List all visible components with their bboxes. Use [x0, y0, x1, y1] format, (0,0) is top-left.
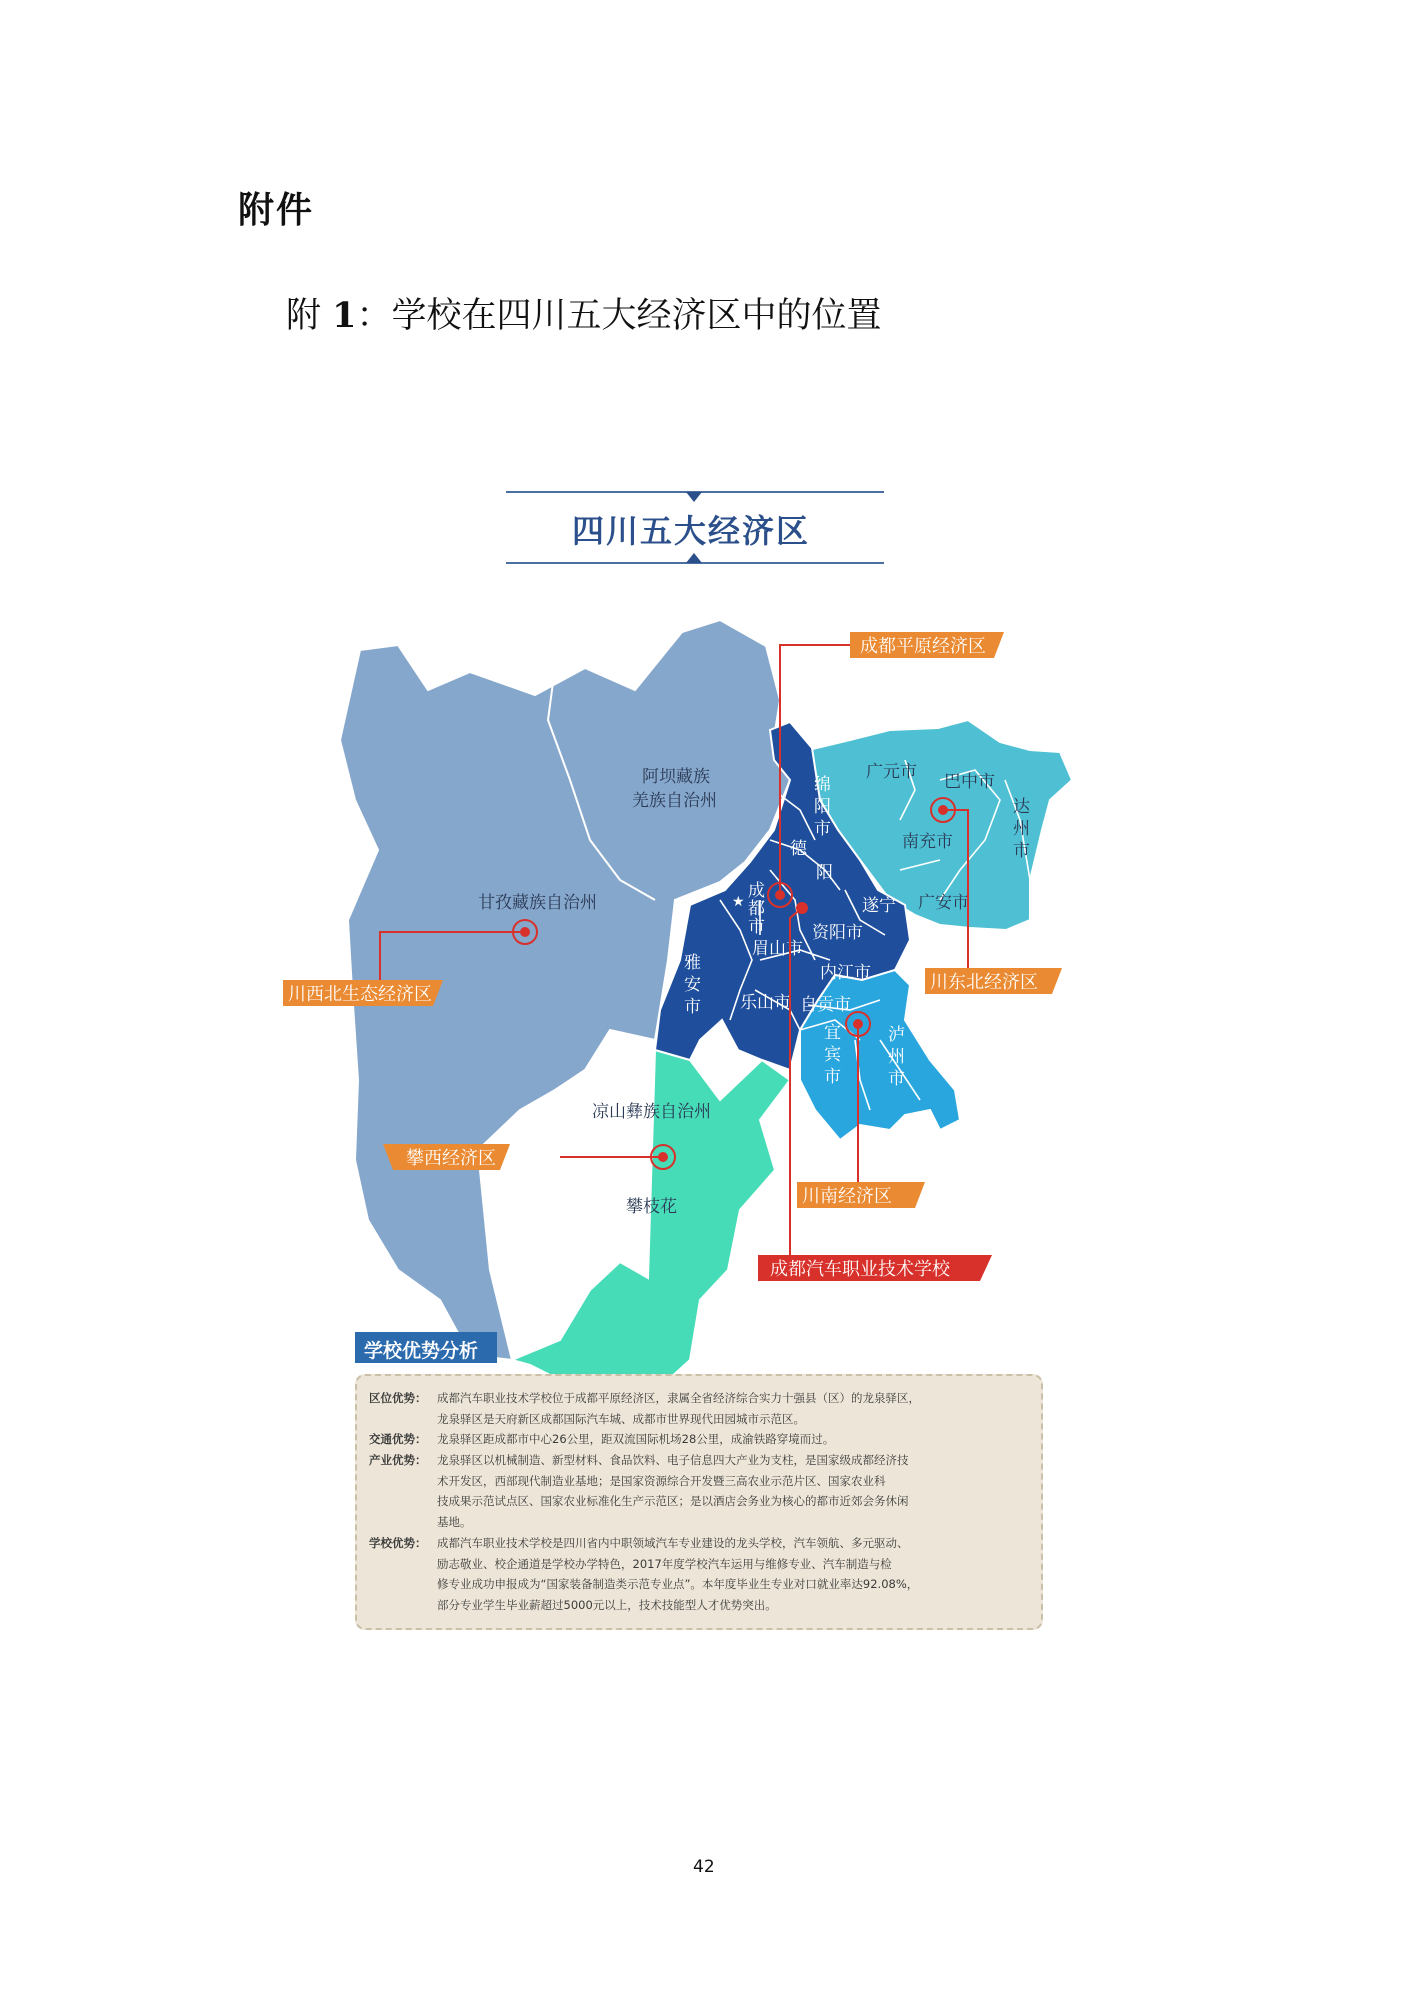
advantage-line: 修专业成功申报成为“国家装备制造类示范专业点”。本年度毕业生专业对口就业率达92.08%，: [437, 1577, 919, 1591]
caption-text: ：学校在四川五大经济区中的位置: [356, 296, 882, 336]
tag-south-text: 川南经济区: [802, 1186, 892, 1207]
label-leshan: 乐山市: [740, 993, 791, 1013]
label-guangyuan: 广元市: [866, 762, 917, 782]
label-mianyang-3: 市: [814, 819, 831, 839]
advantage-line: 部分专业学生毕业薪超过5000元以上，技术技能型人才优势突出。: [437, 1597, 777, 1612]
advantage-line: 成都汽车职业技术学校是四川省内中职领域汽车专业建设的龙头学校，汽车领航、多元驱动、: [437, 1536, 909, 1550]
advantages-title: 学校优势分析: [364, 1340, 479, 1362]
label-luzhou-1: 泸: [888, 1025, 905, 1045]
advantage-line: 成都汽车职业技术学校位于成都平原经济区，隶属全省经济综合实力十强县（区）的龙泉驿区，: [437, 1391, 920, 1405]
label-ziyang: 资阳市: [812, 923, 863, 943]
tag-northwest-text: 川西北生态经济区: [288, 984, 432, 1005]
advantage-key: 区位优势：: [369, 1391, 427, 1405]
tag-panxi-text: 攀西经济区: [406, 1148, 496, 1169]
label-aba: 阿坝藏族: [642, 767, 710, 787]
label-neijiang: 内江市: [820, 963, 871, 983]
advantage-line: 龙泉驿区以机械制造、新型材料、食品饮料、电子信息四大产业为支柱，是国家级成都经济技: [437, 1453, 909, 1467]
label-dazhou-2: 州: [1013, 819, 1030, 839]
tag-northwest: [283, 980, 443, 1006]
label-dazhou-1: 达: [1013, 797, 1030, 817]
caption-prefix: 附: [286, 296, 333, 336]
label-mianyang-2: 阳: [814, 797, 831, 817]
advantage-line: 励志敬业、校企通道是学校办学特色，2017年度学校汽车运用与维修专业、汽车制造与检: [437, 1556, 892, 1571]
label-mianyang-1: 绵: [814, 775, 831, 795]
label-chengdu-2: 都: [748, 899, 765, 919]
tag-south: [797, 1182, 925, 1208]
label-liangshan: 凉山彝族自治州: [592, 1102, 711, 1122]
tag-northeast: [925, 968, 1062, 994]
label-luzhou-2: 州: [888, 1047, 905, 1067]
label-aba-2: 羌族自治州: [632, 791, 717, 811]
label-yaan-1: 雅: [684, 953, 701, 973]
tag-chengdu-plain: [850, 632, 1004, 658]
advantage-line: 术开发区，西部现代制造业基地；是国家资源综合开发暨三高农业示范片区、国家农业科: [437, 1473, 886, 1488]
capital-star-icon: ★: [732, 894, 745, 910]
label-chengdu-1: 成: [748, 881, 765, 901]
label-deyang-2: 阳: [816, 863, 833, 883]
label-ganzi: 甘孜藏族自治州: [478, 893, 597, 913]
label-bazhong: 巴中市: [944, 772, 995, 792]
label-yaan-2: 安: [684, 975, 701, 995]
advantage-key: 产业优势：: [369, 1453, 427, 1467]
label-nanchong: 南充市: [902, 832, 953, 852]
advantage-line: 技成果示范试点区、国家农业标准化生产示范区；是以酒店会务业为核心的都市近郊会务休闲: [437, 1494, 909, 1508]
label-guangan: 广安市: [918, 893, 969, 913]
tag-chengdu-plain-text: 成都平原经济区: [860, 636, 986, 657]
label-panzhihua: 攀枝花: [626, 1197, 677, 1217]
label-zigong: 自贡市: [800, 995, 851, 1015]
label-dazhou-3: 市: [1013, 841, 1030, 861]
advantages-panel: [355, 1374, 1043, 1630]
advantage-line: 龙泉驿区距成都市中心26公里，距双流国际机场28公里，成渝铁路穿境而过。: [437, 1432, 835, 1446]
tag-school: [758, 1255, 992, 1281]
label-deyang-1: 德: [790, 839, 807, 859]
tag-panxi: [383, 1144, 510, 1170]
tag-school-text: 成都汽车职业技术学校: [770, 1259, 950, 1280]
label-yibin-3: 市: [824, 1067, 841, 1087]
label-chengdu-3: 市: [748, 917, 765, 937]
advantage-key: 学校优势：: [369, 1536, 427, 1550]
page-number: 42: [693, 1857, 715, 1877]
advantage-line: 龙泉驿区是天府新区成都国际汽车城、成都市世界现代田园城市示范区。: [437, 1411, 805, 1426]
label-yaan-3: 市: [684, 997, 701, 1017]
label-luzhou-3: 市: [888, 1069, 905, 1089]
advantage-line: 基地。: [437, 1514, 472, 1529]
page-heading: 附件: [238, 190, 315, 231]
label-suining: 遂宁: [862, 896, 896, 916]
tag-northeast-text: 川东北经济区: [930, 972, 1038, 993]
label-yibin-1: 宜: [824, 1023, 841, 1043]
label-meishan: 眉山市: [752, 939, 803, 959]
label-yibin-2: 宾: [824, 1045, 841, 1065]
caption-number: 1: [332, 295, 357, 336]
map-title: 四川五大经济区: [572, 512, 811, 550]
advantage-key: 交通优势：: [369, 1432, 427, 1446]
